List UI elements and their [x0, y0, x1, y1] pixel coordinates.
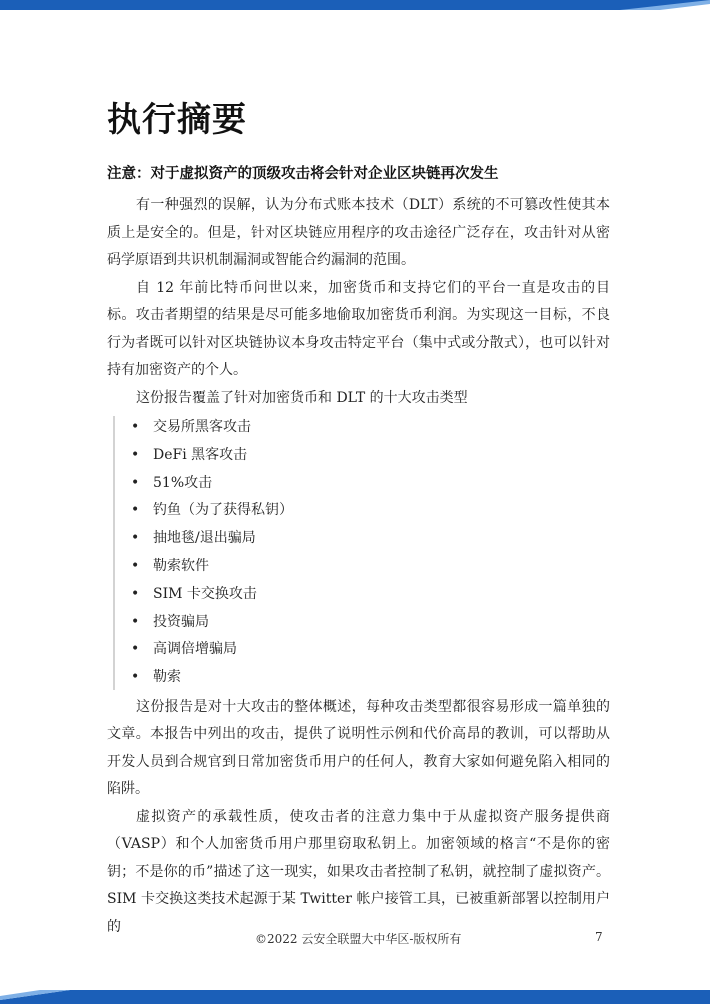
- bullet-icon: •: [131, 613, 140, 630]
- bullet-icon: •: [131, 502, 140, 519]
- bullet-icon: •: [131, 419, 140, 435]
- paragraph-attack-history: 自 12 年前比特币问世以来，加密货币和支持它们的平台一直是攻击的目标。攻击者期望的结果是尽可能多地偷取加密货币利润。为实现这一目标，不良行为者既可以针对区块链协议本身攻击特定平台（集中式或分散式），也可以针对持有加密资产的个人。: [107, 279, 610, 378]
- list-item-label: 钓鱼（为了获得私钥）: [153, 502, 293, 519]
- list-item-label: 抽地毯/退出骗局: [153, 530, 256, 547]
- list-left-rule: [113, 416, 115, 690]
- list-item: [129, 609, 610, 637]
- top-header-band: [0, 0, 710, 10]
- list-item-label: 交易所黑客攻击: [153, 419, 251, 435]
- list-item: [129, 553, 610, 581]
- section-subheading: 注意：对于虚拟资产的顶级攻击将会针对企业区块链再次发生: [107, 166, 499, 182]
- bullet-icon: •: [131, 641, 140, 658]
- list-item: [129, 581, 610, 609]
- bullet-icon: •: [131, 474, 140, 491]
- bullet-icon: •: [131, 557, 140, 574]
- list-item: [129, 414, 610, 442]
- list-item: [129, 442, 610, 470]
- document-body: [107, 162, 610, 941]
- footer-copyright: ©2022 云安全联盟大中华区-版权所有: [255, 932, 462, 946]
- paragraph-private-keys: 虚拟资产的承载性质，使攻击者的注意力集中于从虚拟资产服务提供商（VASP）和个人加密货币用户那里窃取私钥上。加密领域的格言“不是你的密钥；不是你的币”描述了这一现实，如果攻击者控制了私钥，就控制了虚拟资产。SIM 卡交换这类技术起源于某 Twitter 帐户接管工具，已被重新部署以控制用户的: [107, 808, 610, 935]
- list-item-label: 勒索软件: [153, 557, 209, 574]
- attack-types-list: [129, 414, 610, 692]
- list-item-label: 高调倍增骗局: [153, 641, 237, 658]
- list-item-label: 51%攻击: [153, 474, 213, 491]
- list-item-label: DeFi 黑客攻击: [153, 446, 248, 463]
- footer-page-number: 7: [595, 930, 603, 944]
- list-item: [129, 525, 610, 553]
- list-item: [129, 497, 610, 525]
- list-item-label: 投资骗局: [153, 613, 209, 630]
- paragraph-report-overview: 这份报告是对十大攻击的整体概述，每种攻击类型都很容易形成一篇单独的文章。本报告中列出的攻击，提供了说明性示例和代价高昂的教训，可以帮助从开发人员到合规官到日常加密货币用户的任何人，教育大家如何避免陷入相同的陷阱。: [107, 698, 610, 798]
- paragraph-list-intro: 这份报告覆盖了针对加密货币和 DLT 的十大攻击类型: [136, 389, 468, 406]
- paragraph-dlt-misconception: 有一种强烈的误解，认为分布式账本技术（DLT）系统的不可篡改性使其本质上是安全的。但是，针对区块链应用程序的攻击途径广泛存在，攻击针对从密码学原语到共识机制漏洞或智能合约漏洞的范围。: [107, 197, 610, 268]
- page-title: 执行摘要: [107, 100, 247, 140]
- bullet-icon: •: [131, 669, 140, 686]
- bullet-icon: •: [131, 446, 140, 463]
- bullet-icon: •: [131, 585, 140, 602]
- bullet-icon: •: [131, 530, 140, 547]
- list-item: [129, 664, 610, 692]
- list-item: [129, 636, 610, 664]
- list-item-label: 勒索: [153, 669, 181, 686]
- list-item: [129, 470, 610, 498]
- list-item-label: SIM 卡交换攻击: [153, 585, 257, 602]
- bottom-footer-band: [0, 990, 710, 1004]
- attack-types-list-block: [107, 414, 610, 692]
